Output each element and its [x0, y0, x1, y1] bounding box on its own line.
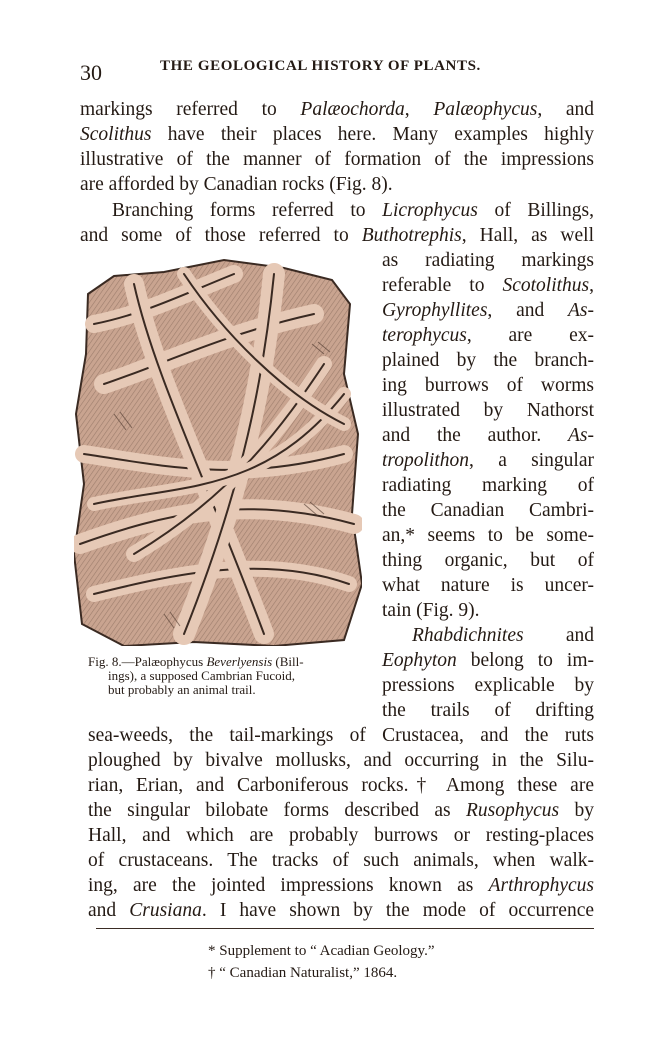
- fossil-illustration: [74, 254, 362, 646]
- body-line: are afforded by Canadian rocks (Fig. 8).: [80, 174, 393, 195]
- body-line: ing, are the jointed impressions known as Arthrophycus: [88, 875, 594, 896]
- column-line: referable to Scotolithus,: [382, 275, 594, 296]
- column-line: what nature is uncer-: [382, 575, 594, 596]
- running-title: THE GEOLOGICAL HISTORY OF PLANTS.: [160, 58, 481, 74]
- body-line: the singular bilobate forms described as Rusophycus by: [88, 800, 595, 821]
- body-line: ploughed by bivalve mollusks, and occurring in the Silu-: [88, 750, 594, 771]
- body-line: Scolithus have their places here. Many examples highly: [80, 124, 594, 145]
- body-line: markings referred to Palæochorda, Palæophycus, and: [80, 99, 595, 120]
- column-line: the Canadian Cambri-: [382, 500, 594, 521]
- caption-line: Fig. 8.—Palæophycus Beverlyensis (Bill-: [88, 654, 304, 669]
- column-line: Eophyton belong to im-: [382, 650, 594, 671]
- body-line: sea-weeds, the tail-markings of Crustacea, and the ruts: [88, 725, 594, 746]
- column-line: an,* seems to be some-: [382, 525, 594, 546]
- fossil-figure: [74, 254, 362, 646]
- column-line: Rhabdichnites and: [412, 625, 594, 646]
- body-line: Branching forms referred to Licrophycus of Billings,: [112, 200, 594, 221]
- column-line: the trails of drifting: [382, 700, 594, 721]
- column-line: radiating marking of: [382, 475, 594, 496]
- body-line: illustrative of the manner of formation of the impressions: [80, 149, 594, 170]
- column-line: ing burrows of worms: [382, 375, 594, 396]
- column-line: illustrated by Nathorst: [382, 400, 594, 421]
- column-line: tain (Fig. 9).: [382, 600, 480, 621]
- footnote: * Supplement to “ Acadian Geology.”: [208, 943, 435, 959]
- footnote-rule: [96, 928, 594, 929]
- caption-line: ings), a supposed Cambrian Fucoid,: [108, 668, 296, 683]
- figure-caption: [88, 655, 376, 697]
- column-line: thing organic, but of: [382, 550, 594, 571]
- column-line: terophycus, are ex-: [382, 325, 594, 346]
- column-line: Gyrophyllites, and As-: [382, 300, 594, 321]
- body-line: rian, Erian, and Carboniferous rocks.† Among these are: [88, 775, 594, 796]
- column-line: pressions explicable by: [382, 675, 594, 696]
- body-line: and Crusiana. I have shown by the mode of occurrence: [88, 900, 594, 921]
- body-line: Hall, and which are probably burrows or resting-places: [88, 825, 594, 846]
- column-line: and the author. As-: [382, 425, 594, 446]
- caption-line: but probably an animal trail.: [108, 682, 256, 697]
- page-number: 30: [80, 60, 102, 85]
- column-line: as radiating markings: [382, 250, 594, 271]
- body-line: of crustaceans. The tracks of such animals, when walk-: [88, 850, 594, 871]
- footnote: † “ Canadian Naturalist,” 1864.: [208, 965, 398, 981]
- column-line: tropolithon, a singular: [382, 450, 594, 471]
- body-line: and some of those referred to Buthotrephis, Hall, as well: [80, 225, 594, 246]
- column-line: plained by the branch-: [382, 350, 594, 371]
